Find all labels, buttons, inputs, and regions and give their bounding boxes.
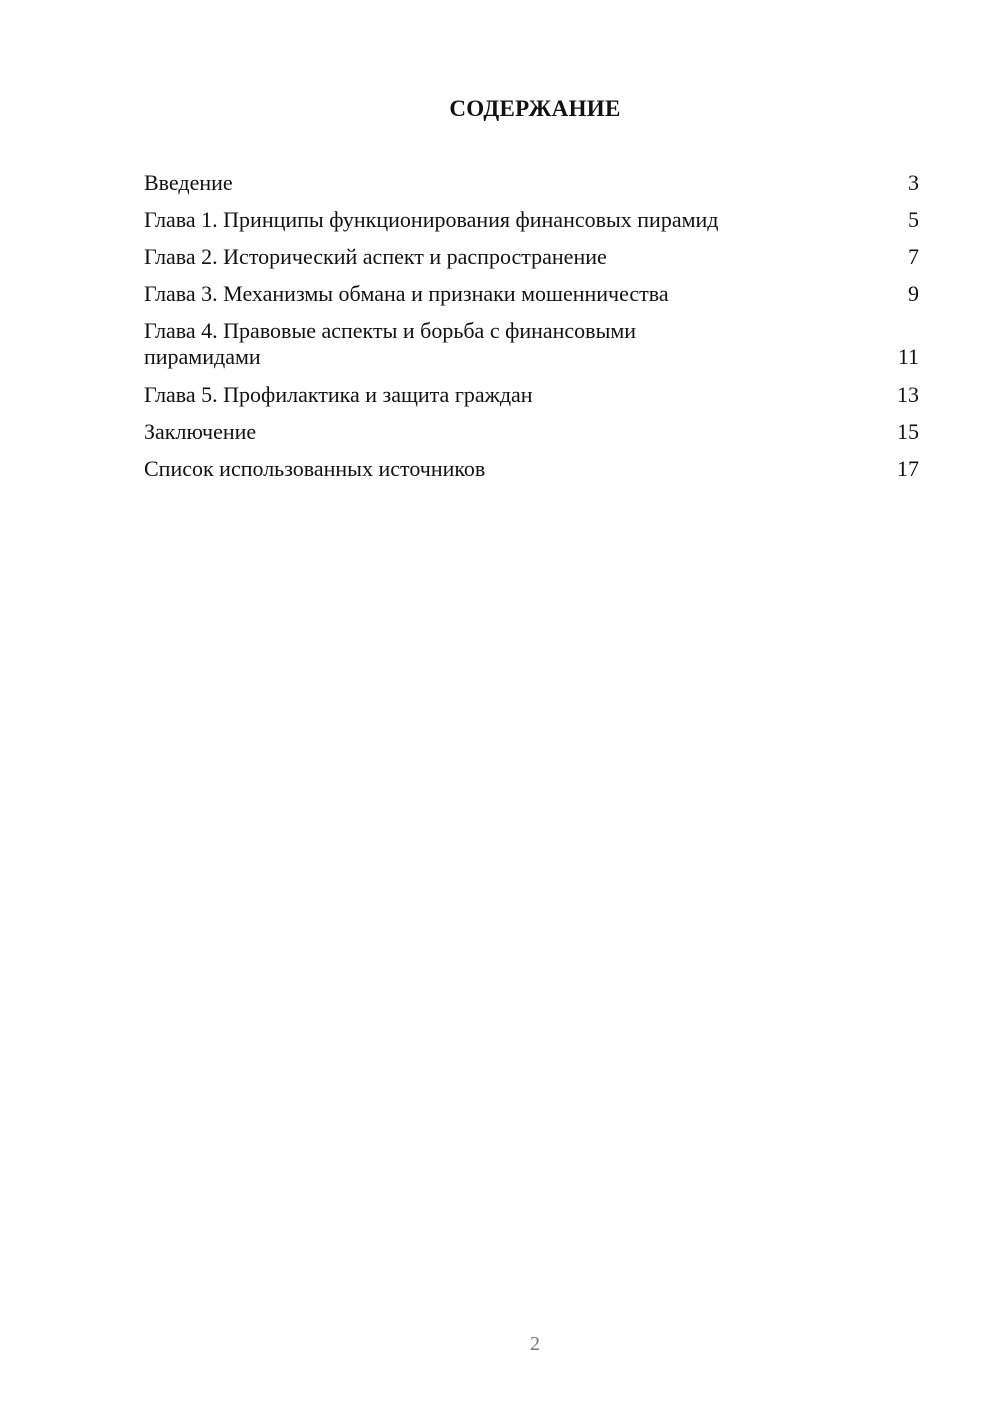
toc-entry-page: 13 [897,382,919,407]
toc-entry-page: 11 [897,344,919,369]
toc-entry-label: Глава 1. Принципы функционирования финансовых пирамид [144,207,719,232]
toc-entry-conclusion[interactable] [144,419,919,445]
toc-entry-page: 7 [908,244,919,269]
toc-entry-label: Глава 3. Механизмы обмана и признаки мошенничества [144,281,669,306]
toc-entry-label: Глава 5. Профилактика и защита граждан [144,382,533,407]
toc-entry-page: 17 [897,456,919,481]
toc-entry-chapter-2[interactable] [144,244,919,270]
toc-entry-page: 9 [908,281,919,306]
toc-entry-label: Введение [144,170,233,195]
page-title: СОДЕРЖАНИЕ [449,96,621,121]
toc-entry-chapter-1[interactable] [144,207,919,233]
toc-entry-label: Глава 2. Исторический аспект и распространение [144,244,607,269]
toc-entry-page: 5 [908,207,919,232]
table-of-contents [144,170,919,482]
toc-entry-introduction[interactable] [144,170,919,196]
toc-entry-page: 3 [908,170,919,195]
toc-entry-chapter-3[interactable] [144,281,919,307]
toc-entry-label: Глава 4. Правовые аспекты и борьба с финансовыми пирамидами [144,318,637,369]
toc-entry-label: Заключение [144,419,257,444]
toc-entry-chapter-5[interactable] [144,382,919,408]
page-number: 2 [530,1333,540,1355]
toc-entry-label: Список использованных источников [144,456,486,481]
toc-entry-page: 15 [897,419,919,444]
toc-entry-references[interactable] [144,456,919,482]
toc-entry-chapter-4[interactable] [144,318,919,370]
